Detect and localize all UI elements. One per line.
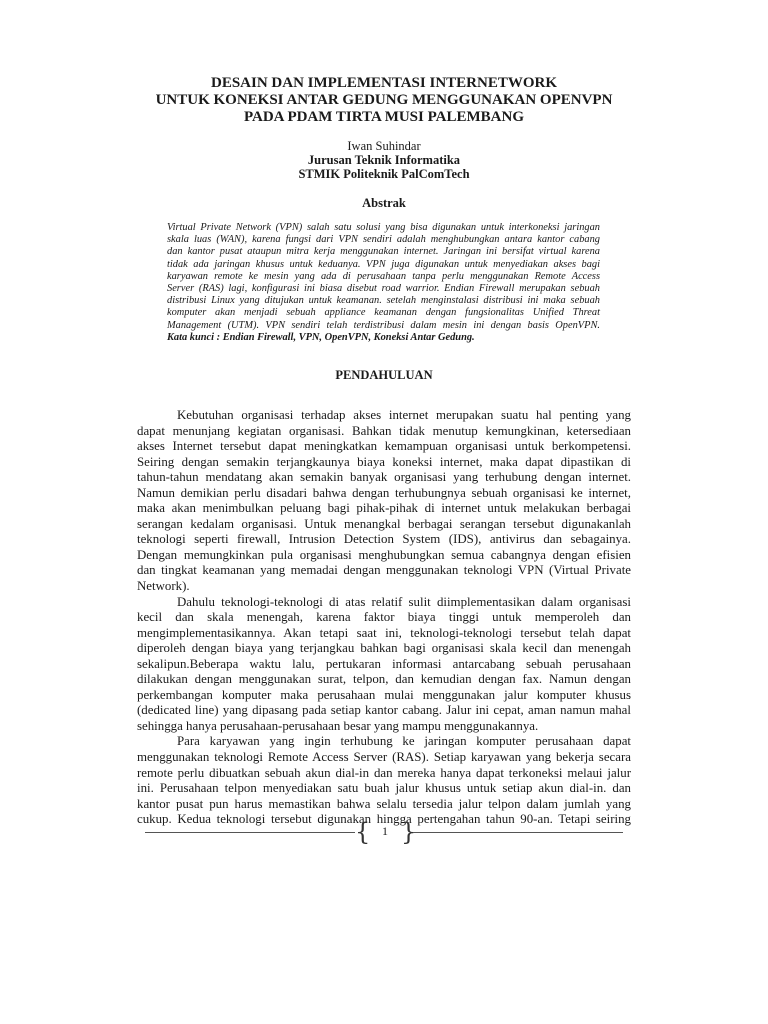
body-line: Namun demikian perlu disadari bahwa dengan terhubungnya sebuah organisasi ke internet, xyxy=(137,485,631,500)
body-line: maka akan menimbulkan peluang bagi pihak-pihak di internet untuk melakukan berbagai xyxy=(137,501,631,516)
footer-rule-right xyxy=(413,832,623,833)
abstract-line: tidak ada jaringan khusus untuk keduanya. VPN juga digunakan untuk menyediakan akses bagi xyxy=(167,258,600,270)
paper-title xyxy=(0,75,768,126)
body-line: mengimplementasikannya. Akan tetapi saat ini, teknologi-teknologi tersebut telah dapat xyxy=(137,625,631,640)
footer-rule-left xyxy=(145,832,355,833)
body-line: diperoleh dengan biaya yang terjangkau bahkan bagi organisasi skala kecil dan menengah xyxy=(137,641,631,656)
page-number: 1 xyxy=(382,824,388,838)
body-text xyxy=(137,408,631,828)
abstract-line: Management (UTM). VPN sendiri telah terdistribusi dalam mesin ini dengan basis OpenVPN. xyxy=(167,319,600,331)
body-line: kecil dan skala menengah, karena faktor biaya tinggi untuk memperoleh dan xyxy=(137,610,631,625)
body-line: Network). xyxy=(137,579,190,594)
author-block xyxy=(0,139,768,181)
body-line: remote perlu dibuatkan sebuah akun dial-in dan mereka hanya dapat terkoneksi melaui jalur xyxy=(137,765,631,780)
body-line: cukup. Kedua teknologi tersebut digunakan hingga pertengahan tahun 90-an. Tetapi seiring xyxy=(137,812,631,827)
body-line: Para karyawan yang ingin terhubung ke jaringan komputer perusahaan dapat xyxy=(177,734,631,749)
body-line: serangan kedalam organisasi. Untuk menangkal berbagai serangan tersebut digunakanlah xyxy=(137,516,631,531)
body-line: sehingga hanya perusahaan-perusahaan besar yang mampu menggunakannya. xyxy=(137,718,539,733)
body-line: menggunakan teknologi Remote Access Server (RAS). Setiap karyawan yang bekerja secara xyxy=(137,750,631,765)
abstract-body xyxy=(167,222,600,344)
body-line: dapat menunjang kegiatan organisasi. Bahkan tidak menutup kemungkinan, ketersediaan xyxy=(137,423,631,438)
body-line: kantor pusat pun harus memastikan bahwa selalu tersedia jalur telpon dalam jumlah yang xyxy=(137,796,631,811)
title-line-1: DESAIN DAN IMPLEMENTASI INTERNETWORK xyxy=(210,75,558,91)
body-line: Kebutuhan organisasi terhadap akses internet merupakan suatu hal penting yang xyxy=(177,408,631,422)
body-line: ini. Perusahaan telpon menyediakan satu buah jalur khusus untuk setiap akun dial-in. dan xyxy=(137,781,631,796)
abstract-line: Server (RAS) lagi, konfigurasi ini biasa disebut road warrior. Endian Firewall merupakan sebuah xyxy=(167,283,600,295)
abstract-heading: Abstrak xyxy=(362,196,406,210)
abstract-line: skala luas (WAN), karena fungsi dari VPN sendiri adalah menghubungkan antara kantor cabang xyxy=(167,234,600,246)
body-line: Seiring dengan semakin terjangkaunya biaya koneksi internet, maka dapat dipastikan di xyxy=(137,454,631,469)
title-line-3: PADA PDAM TIRTA MUSI PALEMBANG xyxy=(243,109,525,125)
left-brace-icon: { xyxy=(355,818,371,846)
abstract-line: karyawan remote ke mesin yang ada di perusahaan tanpa perlu menggunakan Remote Access xyxy=(167,270,600,282)
title-line-2: UNTUK KONEKSI ANTAR GEDUNG MENGGUNAKAN OPENVPN xyxy=(155,92,613,108)
body-line: akses Internet tersebut dapat meningkatkan kemampuan organisasi untuk berkompetensi. xyxy=(137,439,631,454)
abstract-line: Virtual Private Network (VPN) salah satu solusi yang bisa digunakan untuk interkoneksi jaringan xyxy=(167,222,600,233)
author-department: Jurusan Teknik Informatika xyxy=(307,153,461,167)
abstract-line: komputer akan menjadi sebuah appliance keamanan dengan fungsionalitas Unified Threat xyxy=(167,307,600,319)
abstract-line: distribusi Linux yang ditujukan untuk keamanan. setelah menginstalasi distribusi ini maka sebuah xyxy=(167,295,600,307)
body-line: dan tingkat keamanan yang memadai dengan menggunakan teknologi VPN (Virtual Private xyxy=(137,563,631,578)
abstract-line: dan kantor pusat ataupun mitra kerja menggunakan internet. Jaringan ini bersifat virtual karena xyxy=(167,246,600,258)
body-line: Dengan memungkinkan pula organisasi menghubungkan semua cabangnya dengan efisien xyxy=(137,547,631,562)
body-line: tahun-tahun mendatang akan semakin banyak organisasi yang terhubung dengan internet. xyxy=(137,470,631,485)
body-line: Dahulu teknologi-teknologi di atas relatif sulit diimplementasikan dalam organisasi xyxy=(177,594,631,609)
body-line: (dedicated line) yang dipasang pada setiap kantor cabang. Jalur ini cepat, aman namun mahal xyxy=(137,703,631,718)
section-heading: PENDAHULUAN xyxy=(335,368,433,382)
abstract-keywords: Kata kunci : Endian Firewall, VPN, OpenVPN, Koneksi Antar Gedung. xyxy=(167,331,475,343)
body-line: perkembangan komputer maka perusahaan mulai menggunakan jalur komputer khusus xyxy=(137,687,631,702)
body-line: sekalipun.Beberapa waktu lalu, pertukaran informasi antarcabang sebuah perusahaan xyxy=(137,656,631,671)
body-line: teknologi seperti firewall, Intrusion Detection System (IDS), antivirus dan sebagainya. xyxy=(137,532,631,547)
right-brace-icon: } xyxy=(401,818,417,846)
body-line: dilakukan dengan menggunakan surat, telpon, dan kemudian dengan fax. Namun dengan xyxy=(137,672,631,687)
author-institution: STMIK Politeknik PalComTech xyxy=(298,167,470,181)
page-footer xyxy=(145,818,623,848)
author-name: Iwan Suhindar xyxy=(347,139,421,153)
